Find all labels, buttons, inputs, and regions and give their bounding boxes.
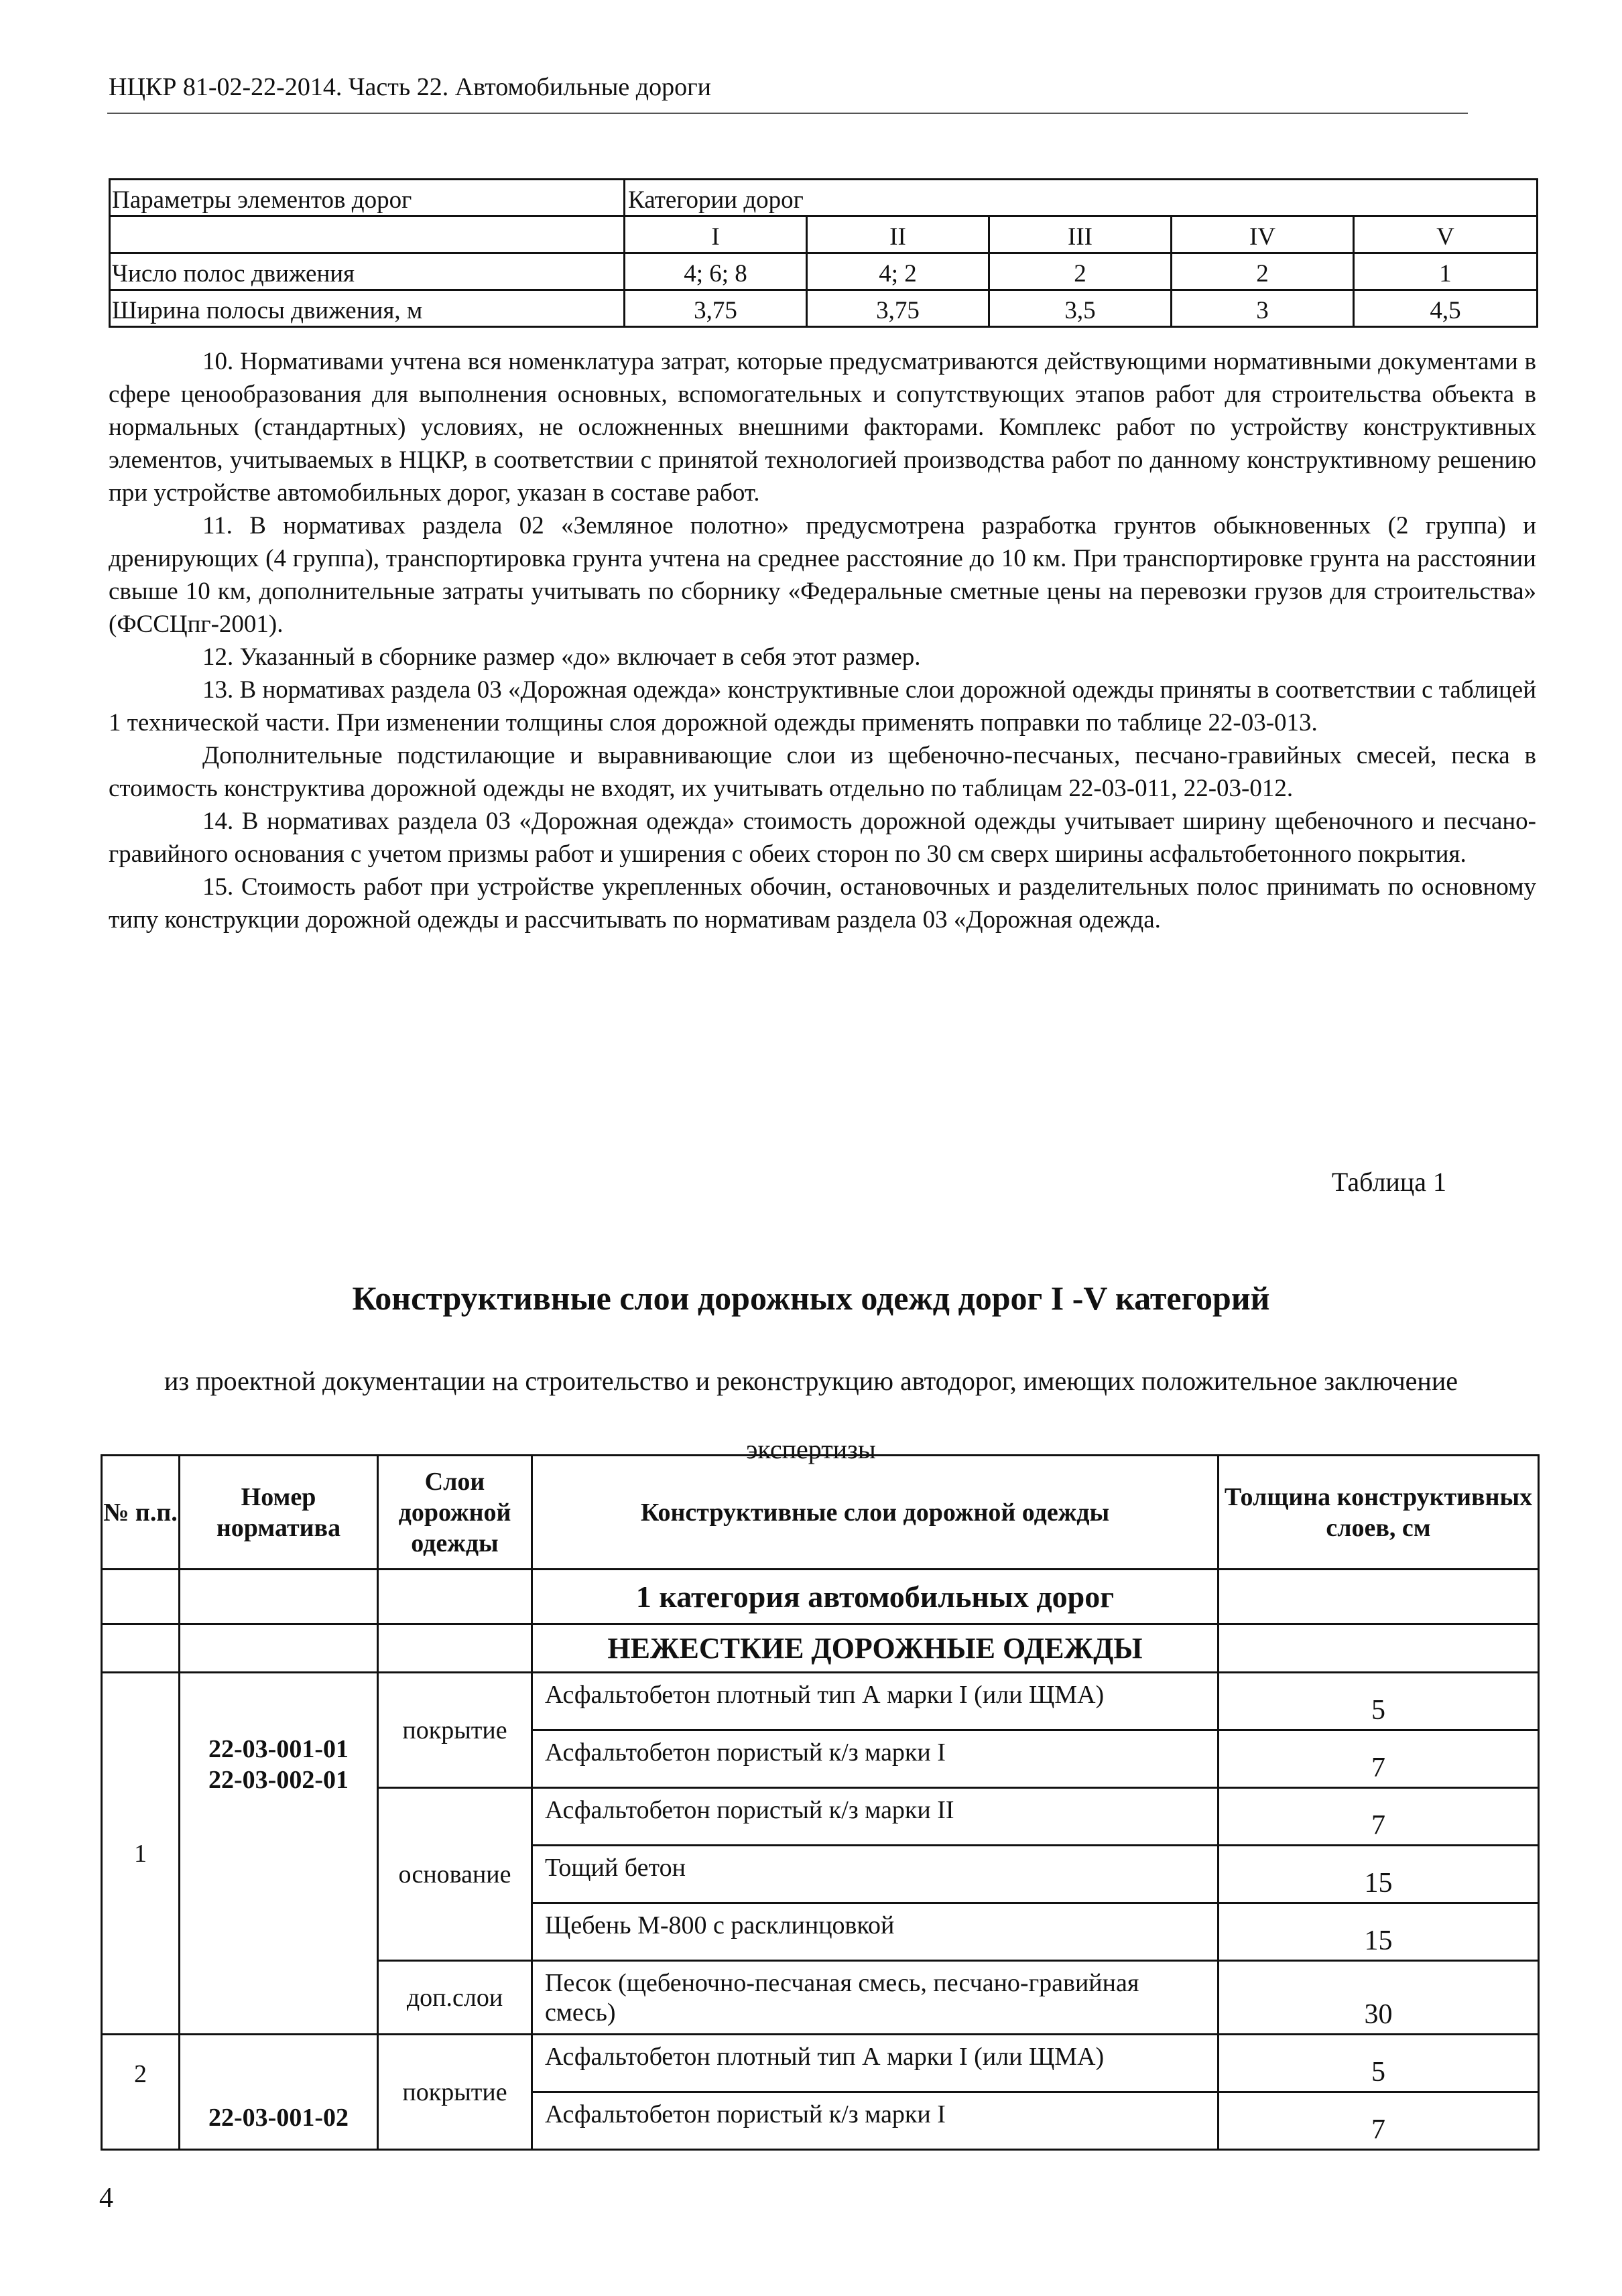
layer-description: Асфальтобетон пористый к/з марки I — [532, 1730, 1219, 1788]
table-row — [102, 1673, 1539, 1730]
table-title: Конструктивные слои дорожных одежд дорог I -V категорий — [352, 1279, 1270, 1317]
params-row-label: Число полос движения — [110, 253, 625, 290]
section-type: НЕЖЕСТКИЕ ДОРОЖНЫЕ ОДЕЖДЫ — [532, 1624, 1219, 1673]
params-value: 3,75 — [625, 290, 807, 327]
section-category-row — [102, 1570, 1539, 1624]
params-value: 4; 6; 8 — [625, 253, 807, 290]
paragraph-12: 12. Указанный в сборнике размер «до» включает в себя этот размер. — [202, 643, 921, 671]
layer-thickness: 15 — [1219, 1846, 1539, 1903]
row-number: 2 — [102, 2035, 180, 2150]
params-header-row — [110, 180, 1538, 216]
col-thickness: Толщина конструктивных слоев, см — [1219, 1456, 1539, 1570]
params-value: 4; 2 — [807, 253, 989, 290]
category-label: III — [989, 216, 1172, 253]
layer-description: Песок (щебеночно-песчаная смесь, песчано-гравийная смесь) — [532, 1961, 1219, 2035]
layer-thickness: 7 — [1219, 2092, 1539, 2150]
section-type-row — [102, 1624, 1539, 1673]
category-label: I — [625, 216, 807, 253]
col-layer: Слои дорожной одежды — [378, 1456, 532, 1570]
params-empty-cell — [110, 216, 625, 253]
params-col-categories: Категории дорог — [625, 180, 1538, 216]
layer-description: Щебень М-800 с расклинцовкой — [532, 1903, 1219, 1961]
params-value: 3,5 — [989, 290, 1172, 327]
layer-name: основание — [378, 1788, 532, 1961]
params-value: 2 — [989, 253, 1172, 290]
paragraph-13-additional: Дополнительные подстилающие и выравнивающие слои из щебеночно-песчаных, песчано-гравийных смесей, песка в стоимость конструктива дорожной одежды не входят, их учитывать отдельно по таблицам 22-03-011, 22-03-012. — [109, 742, 1536, 802]
params-row-lane-width — [110, 290, 1538, 327]
layer-name: покрытие — [378, 1673, 532, 1788]
paragraph-14: 14. В нормативах раздела 03 «Дорожная одежда» стоимость дорожной одежды учитывает ширину щебеночного и песчано-гравийного основания с учетом призмы работ и уширения с обеих сторон по 30 см сверх ширины асфальтобетонного покрытия. — [109, 808, 1536, 868]
row-number: 1 — [102, 1673, 180, 2035]
layers-header-row — [102, 1456, 1539, 1570]
col-description: Конструктивные слои дорожной одежды — [532, 1456, 1219, 1570]
category-label: V — [1354, 216, 1538, 253]
paragraph-11: 11. В нормативах раздела 02 «Земляное полотно» предусмотрена разработка грунтов обыкновенных (2 группа) и дренирующих (4 группа), транспортировка грунта учтена на среднее расстояние до 10 км. При транспортировке грунта на расстоянии свыше 10 км, дополнительные затраты учитывать по сборнику «Федеральные сметные цены на перевозки грузов для строительства» (ФССЦпг-2001). — [109, 512, 1536, 638]
layer-description: Асфальтобетон пористый к/з марки II — [532, 1788, 1219, 1846]
running-header: НЦКР 81-02-22-2014. Часть 22. Автомобильные дороги — [109, 73, 712, 101]
paragraph-10: 10. Нормативами учтена вся номенклатура затрат, которые предусматриваются действующими нормативными документами в сфере ценообразования для выполнения основных, вспомогательных и сопутствующих этапов работ для строительства объекта в нормальных (стандартных) условиях, не осложненных внешними факторами. Комплекс работ по устройству конструктивных элементов, учитываемых в НЦКР, в соответствии с принятой технологией производства работ по данному конструктивному решению при устройстве автомобильных дорог, указан в составе работ. — [109, 348, 1536, 507]
table-caption: Таблица 1 — [1331, 1167, 1446, 1197]
layer-thickness: 7 — [1219, 1788, 1539, 1846]
layer-description: Асфальтобетон пористый к/з марки I — [532, 2092, 1219, 2150]
layer-thickness: 5 — [1219, 2035, 1539, 2092]
params-row-label: Ширина полосы движения, м — [110, 290, 625, 327]
table-row — [102, 2035, 1539, 2092]
layer-description: Тощий бетон — [532, 1846, 1219, 1903]
layer-thickness: 7 — [1219, 1730, 1539, 1788]
header-rule — [107, 113, 1468, 114]
layer-thickness: 30 — [1219, 1961, 1539, 2035]
paragraph-13: 13. В нормативах раздела 03 «Дорожная одежда» конструктивные слои дорожной одежды приняты в соответствии с таблицей 1 технической части. При изменении толщины слоя дорожной одежды применять поправки по таблице 22-03-013. — [109, 676, 1536, 737]
params-row-lanes — [110, 253, 1538, 290]
params-category-row — [110, 216, 1538, 253]
params-value: 2 — [1172, 253, 1354, 290]
pavement-layers-table — [101, 1454, 1540, 2151]
layer-name: покрытие — [378, 2035, 532, 2150]
norm-number: 22-03-001-01 22-03-002-01 — [180, 1673, 378, 2035]
layer-thickness: 15 — [1219, 1903, 1539, 1961]
params-value: 4,5 — [1354, 290, 1538, 327]
params-col-parameter: Параметры элементов дорог — [110, 180, 625, 216]
section-category: 1 категория автомобильных дорог — [532, 1570, 1219, 1624]
road-parameters-table — [109, 178, 1538, 328]
col-norm-number: Номер норматива — [180, 1456, 378, 1570]
layer-description: Асфальтобетон плотный тип А марки I (или ЩМА) — [532, 2035, 1219, 2092]
params-value: 1 — [1354, 253, 1538, 290]
params-value: 3,75 — [807, 290, 989, 327]
col-number: № п.п. — [102, 1456, 180, 1570]
category-label: II — [807, 216, 989, 253]
params-value: 3 — [1172, 290, 1354, 327]
paragraph-15: 15. Стоимость работ при устройстве укрепленных обочин, остановочных и разделительных полос принимать по основному типу конструкции дорожной одежды и рассчитывать по нормативам раздела 03 «Дорожная одежда. — [109, 873, 1536, 934]
page-number: 4 — [99, 2183, 113, 2214]
category-label: IV — [1172, 216, 1354, 253]
table-subtitle: из проектной документации на строительство и реконструкцию автодорог, имеющих положительное заключение экспертизы — [164, 1366, 1458, 1464]
body-text — [109, 345, 1536, 936]
layer-name: доп.слои — [378, 1961, 532, 2035]
layer-description: Асфальтобетон плотный тип А марки I (или ЩМА) — [532, 1673, 1219, 1730]
norm-number: 22-03-001-02 — [180, 2035, 378, 2150]
layer-thickness: 5 — [1219, 1673, 1539, 1730]
